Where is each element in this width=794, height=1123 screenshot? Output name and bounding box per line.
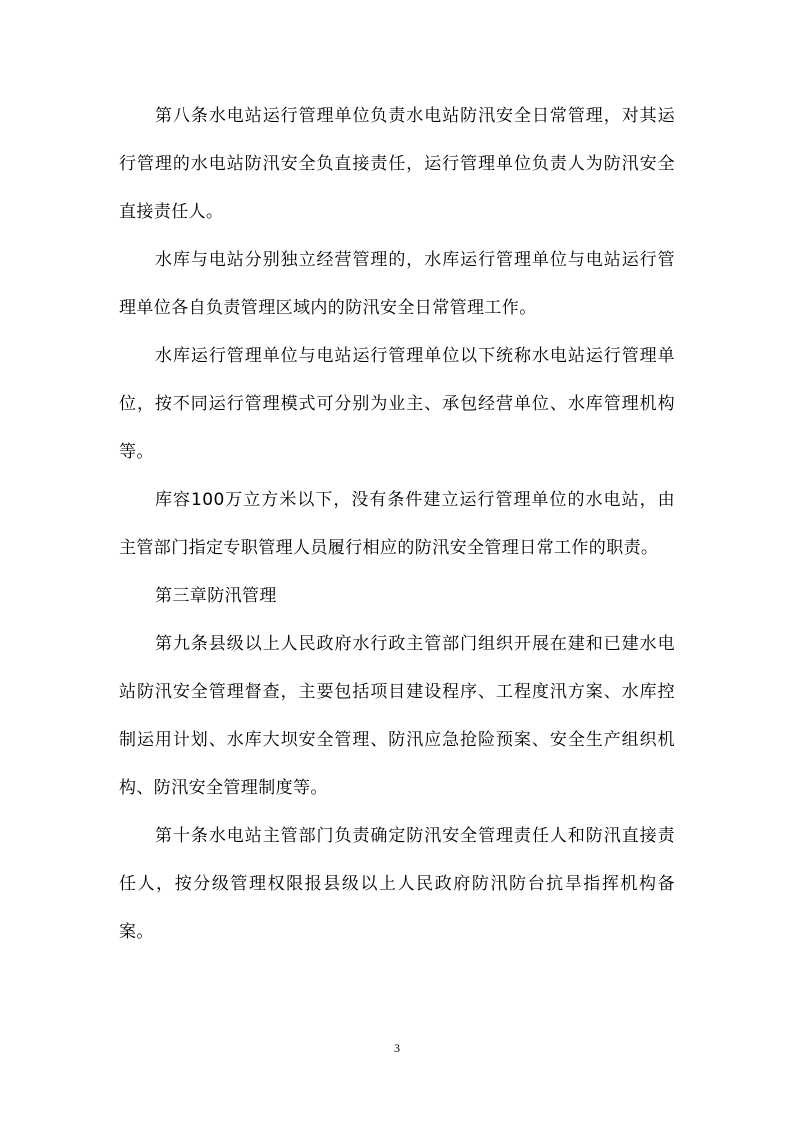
paragraph-management-units-definition: 水库运行管理单位与电站运行管理单位以下统称水电站运行管理单位，按不同运行管理模式可分别为业主、承包经营单位、水库管理机构等。	[119, 346, 675, 462]
paragraph-article-8: 第八条水电站运行管理单位负责水电站防汛安全日常管理，对其运行管理的水电站防汛安全负直接责任，运行管理单位负责人为防汛安全直接责任人。	[119, 106, 675, 222]
paragraph-article-10: 第十条水电站主管部门负责确定防汛安全管理责任人和防汛直接责任人，按分级管理权限报县级以上人民政府防汛防台抗旱指挥机构备案。	[119, 826, 675, 942]
paragraph-reservoir-station-separate: 水库与电站分别独立经营管理的，水库运行管理单位与电站运行管理单位各自负责管理区域内的防汛安全日常管理工作。	[119, 250, 675, 318]
paragraph-article-9: 第九条县级以上人民政府水行政主管部门组织开展在建和已建水电站防汛安全管理督查，主要包括项目建设程序、工程度汛方案、水库控制运用计划、水库大坝安全管理、防汛应急抢险预案、安全生产组织机构、防汛安全管理制度等。	[119, 634, 675, 798]
paragraph-small-capacity-stations: 库容100万立方米以下，没有条件建立运行管理单位的水电站，由主管部门指定专职管理人员履行相应的防汛安全管理日常工作的职责。	[119, 490, 675, 558]
chapter-heading-flood-management: 第三章防汛管理	[155, 586, 277, 606]
document-body	[119, 92, 675, 956]
page-number: 3	[394, 1041, 400, 1055]
